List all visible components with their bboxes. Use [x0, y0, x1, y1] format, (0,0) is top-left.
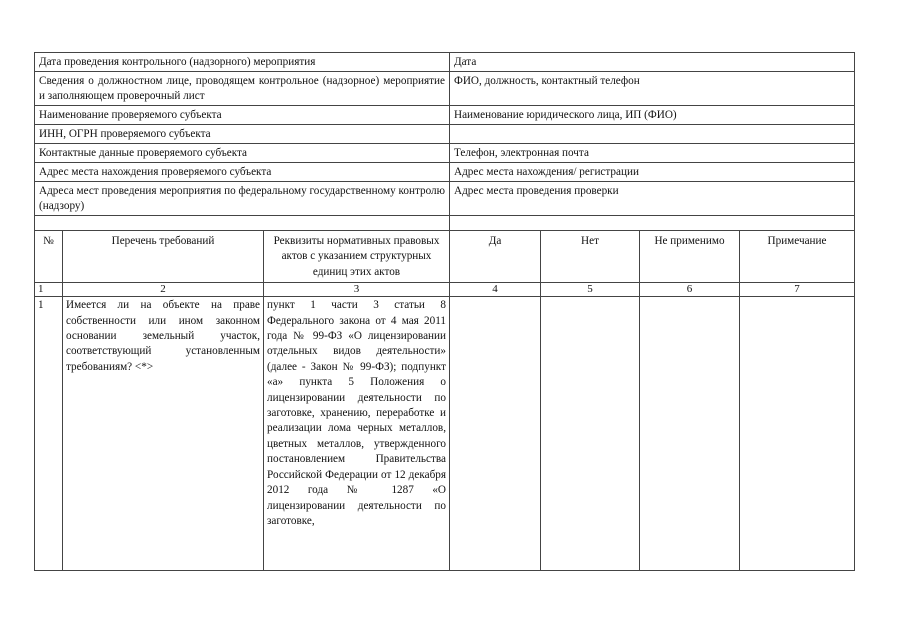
empty-cell — [450, 216, 855, 231]
requisites-text: пункт 1 части 3 статьи 8 Федерального закона от 4 мая 2011 года № 99-ФЗ «О лицензировании отдельных видов деятельности» (далее - Закон № 99-ФЗ); подпункт «а» пункта 5 Положения о лицензировании деятельности по заготовке, хранению, переработке и реализации лома черных металлов, цветных металлов, утвержденного постановлением Правительства Российской Федерации от 12 декабря 2012 года № 1287 «О лицензировании деятельности по заготовке, — [264, 297, 450, 571]
column-number: 3 — [264, 283, 450, 297]
info-value: Телефон, электронная почта — [450, 144, 855, 163]
header-row — [35, 231, 855, 283]
header-num: № — [35, 231, 63, 283]
info-row — [35, 72, 855, 106]
info-row — [35, 163, 855, 182]
requirements-table — [34, 230, 855, 571]
info-value: Адрес места проведения проверки — [450, 182, 855, 216]
header-requisites: Реквизиты нормативных правовых актов с указанием структурных единиц этих актов — [264, 231, 450, 283]
info-row — [35, 144, 855, 163]
header-requirements: Перечень требований — [63, 231, 264, 283]
no-cell[interactable] — [541, 297, 640, 571]
header-not-applicable: Не применимо — [640, 231, 740, 283]
requirement-text: Имеется ли на объекте на праве собственности или ином законном основании земельный участок, соответствующий установленным требованиям? <*> — [63, 297, 264, 571]
not-applicable-cell[interactable] — [640, 297, 740, 571]
empty-cell — [35, 216, 450, 231]
info-value: Наименование юридического лица, ИП (ФИО) — [450, 106, 855, 125]
info-value: ФИО, должность, контактный телефон — [450, 72, 855, 106]
info-row — [35, 182, 855, 216]
column-number: 1 — [35, 283, 63, 297]
column-number: 4 — [450, 283, 541, 297]
inspection-info-table — [34, 52, 855, 231]
column-number: 7 — [740, 283, 855, 297]
info-value: Адрес места нахождения/ регистрации — [450, 163, 855, 182]
info-label: Дата проведения контрольного (надзорного) мероприятия — [35, 53, 450, 72]
header-no: Нет — [541, 231, 640, 283]
info-row — [35, 106, 855, 125]
header-yes: Да — [450, 231, 541, 283]
row-number: 1 — [35, 297, 63, 571]
info-value — [450, 125, 855, 144]
column-number-row — [35, 283, 855, 297]
column-number: 5 — [541, 283, 640, 297]
table-row — [35, 297, 855, 571]
info-label: Контактные данные проверяемого субъекта — [35, 144, 450, 163]
info-spacer-row — [35, 216, 855, 231]
header-note: Примечание — [740, 231, 855, 283]
info-label: Наименование проверяемого субъекта — [35, 106, 450, 125]
info-label: ИНН, ОГРН проверяемого субъекта — [35, 125, 450, 144]
info-row — [35, 53, 855, 72]
info-label: Адреса мест проведения мероприятия по федеральному государственному контролю (надзору) — [35, 182, 450, 216]
note-cell[interactable] — [740, 297, 855, 571]
column-number: 6 — [640, 283, 740, 297]
column-number: 2 — [63, 283, 264, 297]
info-label: Сведения о должностном лице, проводящем контрольное (надзорное) мероприятие и заполняющем проверочный лист — [35, 72, 450, 106]
info-row — [35, 125, 855, 144]
info-value: Дата — [450, 53, 855, 72]
yes-cell[interactable] — [450, 297, 541, 571]
info-label: Адрес места нахождения проверяемого субъекта — [35, 163, 450, 182]
